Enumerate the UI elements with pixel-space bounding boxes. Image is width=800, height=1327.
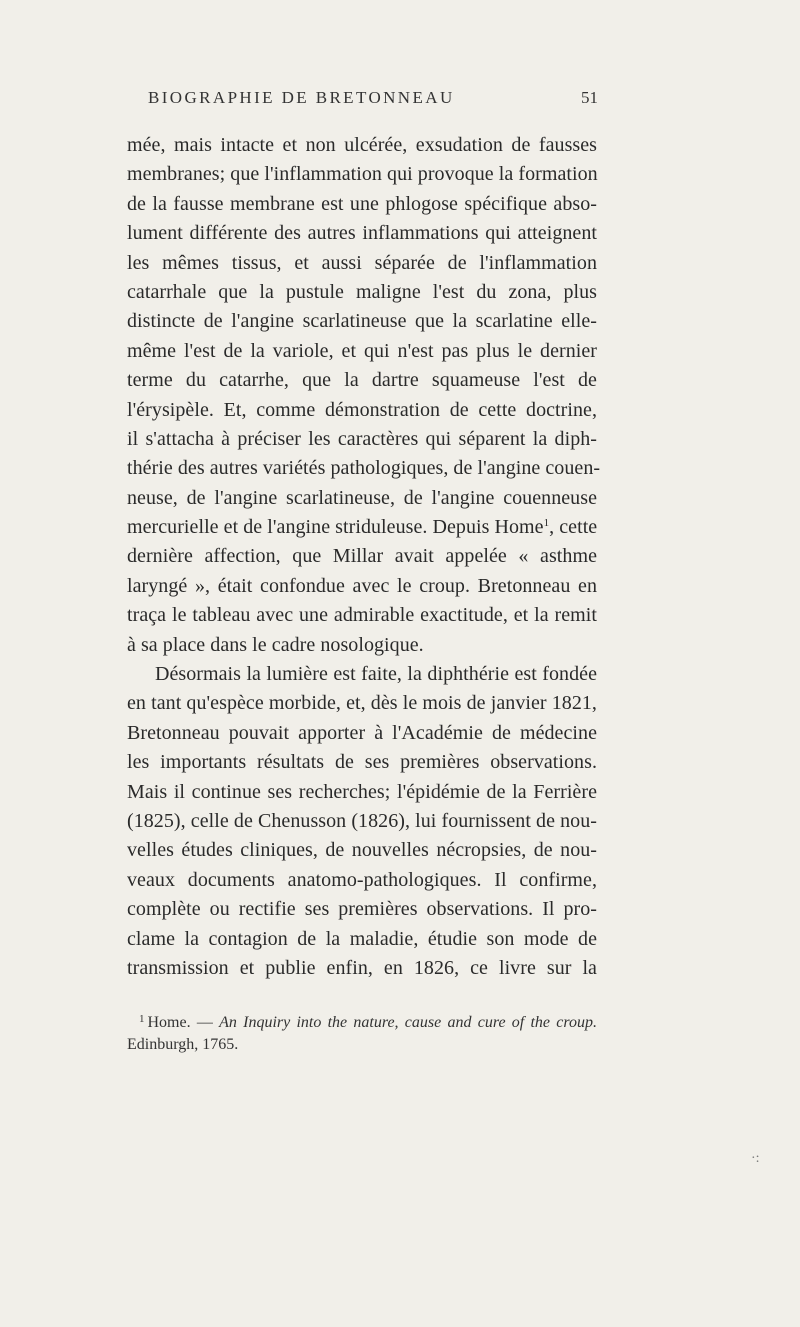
text-line: thérie des autres variétés pathologiques, de l'angine couen- xyxy=(127,457,601,480)
footnote-line xyxy=(127,1012,597,1034)
footnote-imprint: Edinburgh, 1765. xyxy=(127,1036,239,1053)
text-line: Désormais la lumière est faite, la diphthérie est fondée xyxy=(155,663,597,686)
page-number: 51 xyxy=(581,88,598,107)
text-line: neuse, de l'angine scarlatineuse, de l'angine couenneuse xyxy=(127,486,597,509)
footnote-marker: 1 xyxy=(543,517,550,530)
text-line-with-footnote-ref xyxy=(127,513,597,542)
text-line: de la fausse membrane est une phlogose spécifique abso- xyxy=(127,192,597,215)
footnote-title: An Inquiry into the nature, cause and cure of the croup. xyxy=(219,1014,597,1031)
text-line: il s'attacha à préciser les caractères qui séparent la diph- xyxy=(127,427,597,450)
text-line: Mais il continue ses recherches; l'épidémie de la Ferrière xyxy=(127,780,597,803)
text-line: les importants résultats de ses premières observations. xyxy=(127,751,597,774)
text-line: terme du catarrhe, que la dartre squameuse l'est de xyxy=(127,369,597,392)
footnote-number: 1 xyxy=(139,1013,145,1025)
text-line: membranes; que l'inflammation qui provoque la formation xyxy=(127,163,598,186)
text-line: lument différente des autres inflammations qui atteignent xyxy=(127,222,597,245)
running-title: BIOGRAPHIE DE BRETONNEAU xyxy=(148,88,455,107)
footnote xyxy=(127,1012,597,1056)
running-head xyxy=(148,88,598,112)
text-line-end: , cette xyxy=(549,516,598,539)
text-line: (1825), celle de Chenusson (1826), lui fournissent de nou- xyxy=(127,809,597,832)
print-speck: ·: xyxy=(751,1151,760,1166)
text-line: mée, mais intacte et non ulcérée, exsudation de fausses xyxy=(127,134,597,156)
text-line: les mêmes tissus, et aussi séparée de l'inflammation xyxy=(127,251,597,274)
text-line: l'érysipèle. Et, comme démonstration de cette doctrine, xyxy=(127,398,597,421)
text-line: catarrhale que la pustule maligne l'est du zona, plus xyxy=(127,280,597,303)
text-line: distincte de l'angine scarlatineuse que la scarlatine elle- xyxy=(127,310,597,333)
text-line: laryngé », était confondue avec le croup. Bretonneau en xyxy=(127,574,597,597)
text-line: Bretonneau pouvait apporter à l'Académie de médecine xyxy=(127,721,597,744)
text-line-start: mercurielle et de l'angine striduleuse. Depuis Home xyxy=(127,516,544,539)
text-line: traça le tableau avec une admirable exactitude, et la remit xyxy=(127,604,597,627)
text-line: velles études cliniques, de nouvelles nécropsies, de nou- xyxy=(127,839,597,862)
text-line: à sa place dans le cadre nosologique. xyxy=(127,633,424,656)
text-line: même l'est de la variole, et qui n'est pas plus le dernier xyxy=(127,339,597,362)
text-line: complète ou rectifie ses premières observations. Il pro- xyxy=(127,898,597,921)
text-line: clame la contagion de la maladie, étudie son mode de xyxy=(127,927,597,950)
text-line: dernière affection, que Millar avait appelée « asthme xyxy=(127,545,597,568)
body-text xyxy=(127,131,601,983)
text-line: veaux documents anatomo-pathologiques. Il confirme, xyxy=(127,868,597,891)
footnote-author: Home. — xyxy=(147,1014,220,1031)
text-line: en tant qu'espèce morbide, et, dès le mois de janvier 1821, xyxy=(127,692,597,715)
text-line: transmission et publie enfin, en 1826, ce livre sur la xyxy=(127,956,597,979)
